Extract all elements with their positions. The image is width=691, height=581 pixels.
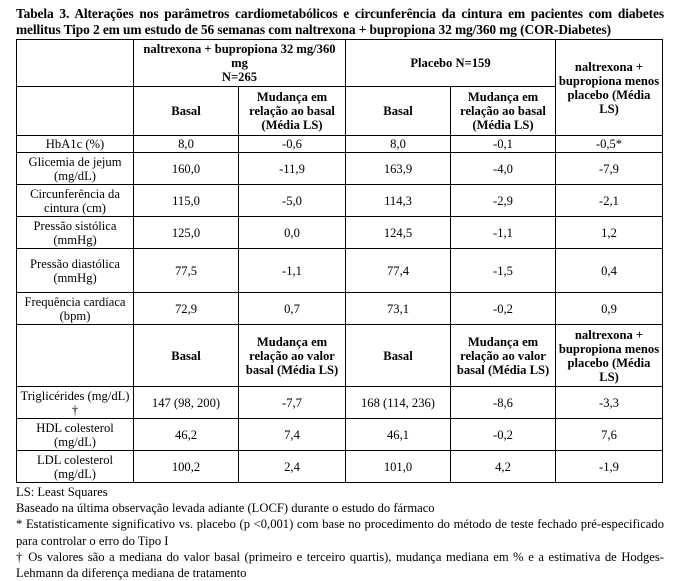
- value-cell: 8,0: [134, 136, 239, 153]
- param-cell: Triglicérides (mg/dL) †: [17, 387, 134, 419]
- empty-header-cell: [17, 87, 134, 136]
- footnote-significance: * Estatisticamente significativo vs. placebo (p <0,001) com base no procedimento do método de teste fechado pré-especificado para controlar o erro do Tipo I: [16, 517, 664, 548]
- table-row: [17, 136, 663, 153]
- param-cell: Circunferência da cintura (cm): [17, 185, 134, 217]
- value-cell: -0,5*: [556, 136, 663, 153]
- table-row: [17, 153, 663, 185]
- value-cell: 7,4: [239, 419, 346, 451]
- empty-header-cell: [17, 40, 134, 87]
- value-cell: 1,2: [556, 217, 663, 249]
- param-cell: HbA1c (%): [17, 136, 134, 153]
- treatment-basal-header: Basal: [134, 87, 239, 136]
- value-cell: 114,3: [346, 185, 451, 217]
- value-cell: 0,7: [239, 293, 346, 325]
- value-cell: -1,1: [239, 249, 346, 293]
- value-cell: -5,0: [239, 185, 346, 217]
- placebo-group-header: Placebo N=159: [346, 40, 556, 87]
- footnote-ls: LS: Least Squares: [16, 485, 108, 499]
- value-cell: 73,1: [346, 293, 451, 325]
- table-row: [17, 293, 663, 325]
- value-cell: -8,6: [451, 387, 556, 419]
- param-cell: Pressão diastólica (mmHg): [17, 249, 134, 293]
- value-cell: 4,2: [451, 451, 556, 483]
- value-cell: -2,9: [451, 185, 556, 217]
- placebo-change-header-2: Mudança em relação ao valor basal (Média LS): [451, 325, 556, 387]
- treatment-group-label: naltrexona + bupropiona 32 mg/360 mg: [143, 42, 336, 70]
- empty-header-cell: [17, 325, 134, 387]
- param-cell: Pressão sistólica (mmHg): [17, 217, 134, 249]
- treatment-change-header-2: Mudança em relação ao valor basal (Média LS): [239, 325, 346, 387]
- value-cell: -4,0: [451, 153, 556, 185]
- table-row: [17, 419, 663, 451]
- param-cell: HDL colesterol (mg/dL): [17, 419, 134, 451]
- table-row: [17, 451, 663, 483]
- value-cell: -7,7: [239, 387, 346, 419]
- table-row: [17, 217, 663, 249]
- value-cell: -3,3: [556, 387, 663, 419]
- footnote-locf: Baseado na última observação levada adiante (LOCF) durante o estudo do fármaco: [16, 501, 435, 516]
- treatment-change-header: Mudança em relação ao basal (Média LS): [239, 87, 346, 136]
- value-cell: 7,6: [556, 419, 663, 451]
- treatment-group-n: N=265: [221, 70, 258, 84]
- value-cell: -2,1: [556, 185, 663, 217]
- difference-column-header: naltrexona + bupropiona menos placebo (Média LS): [556, 40, 663, 136]
- results-table: [16, 39, 663, 483]
- placebo-basal-header-2: Basal: [346, 325, 451, 387]
- footnotes: [16, 484, 664, 581]
- table-row: [17, 249, 663, 293]
- value-cell: -0,2: [451, 419, 556, 451]
- placebo-basal-header: Basal: [346, 87, 451, 136]
- treatment-group-header: [134, 40, 346, 87]
- value-cell: -0,6: [239, 136, 346, 153]
- placebo-change-header: Mudança em relação ao basal (Média LS): [451, 87, 556, 136]
- value-cell: 0,0: [239, 217, 346, 249]
- value-cell: 147 (98, 200): [134, 387, 239, 419]
- difference-column-header-2: naltrexona + bupropiona menos placebo (Média LS): [556, 325, 663, 387]
- value-cell: -1,9: [556, 451, 663, 483]
- value-cell: 163,9: [346, 153, 451, 185]
- value-cell: 0,4: [556, 249, 663, 293]
- table-row: [17, 387, 663, 419]
- value-cell: 101,0: [346, 451, 451, 483]
- value-cell: 46,1: [346, 419, 451, 451]
- value-cell: 100,2: [134, 451, 239, 483]
- value-cell: 124,5: [346, 217, 451, 249]
- value-cell: 125,0: [134, 217, 239, 249]
- value-cell: 77,4: [346, 249, 451, 293]
- value-cell: -7,9: [556, 153, 663, 185]
- value-cell: 160,0: [134, 153, 239, 185]
- value-cell: -0,2: [451, 293, 556, 325]
- value-cell: 0,9: [556, 293, 663, 325]
- value-cell: 168 (114, 236): [346, 387, 451, 419]
- value-cell: 2,4: [239, 451, 346, 483]
- value-cell: 8,0: [346, 136, 451, 153]
- param-cell: LDL colesterol (mg/dL): [17, 451, 134, 483]
- value-cell: -1,5: [451, 249, 556, 293]
- value-cell: 46,2: [134, 419, 239, 451]
- value-cell: -1,1: [451, 217, 556, 249]
- table-caption: Tabela 3. Alterações nos parâmetros cardiometabólicos e circunferência da cintura em pacientes com diabetes mellitus Tipo 2 em um estudo de 56 semanas com naltrexona + bupropiona 32 mg/360 mg (COR-Diabetes): [16, 6, 664, 37]
- value-cell: 115,0: [134, 185, 239, 217]
- value-cell: -11,9: [239, 153, 346, 185]
- table-row: [17, 185, 663, 217]
- param-cell: Frequência cardíaca (bpm): [17, 293, 134, 325]
- treatment-basal-header-2: Basal: [134, 325, 239, 387]
- value-cell: 77,5: [134, 249, 239, 293]
- value-cell: -0,1: [451, 136, 556, 153]
- value-cell: 72,9: [134, 293, 239, 325]
- footnote-median: † Os valores são a mediana do valor basal (primeiro e terceiro quartis), mudança mediana em % e a estimativa de Hodges-Lehmann da diferença mediana de tratamento: [16, 549, 664, 581]
- param-cell: Glicemia de jejum (mg/dL): [17, 153, 134, 185]
